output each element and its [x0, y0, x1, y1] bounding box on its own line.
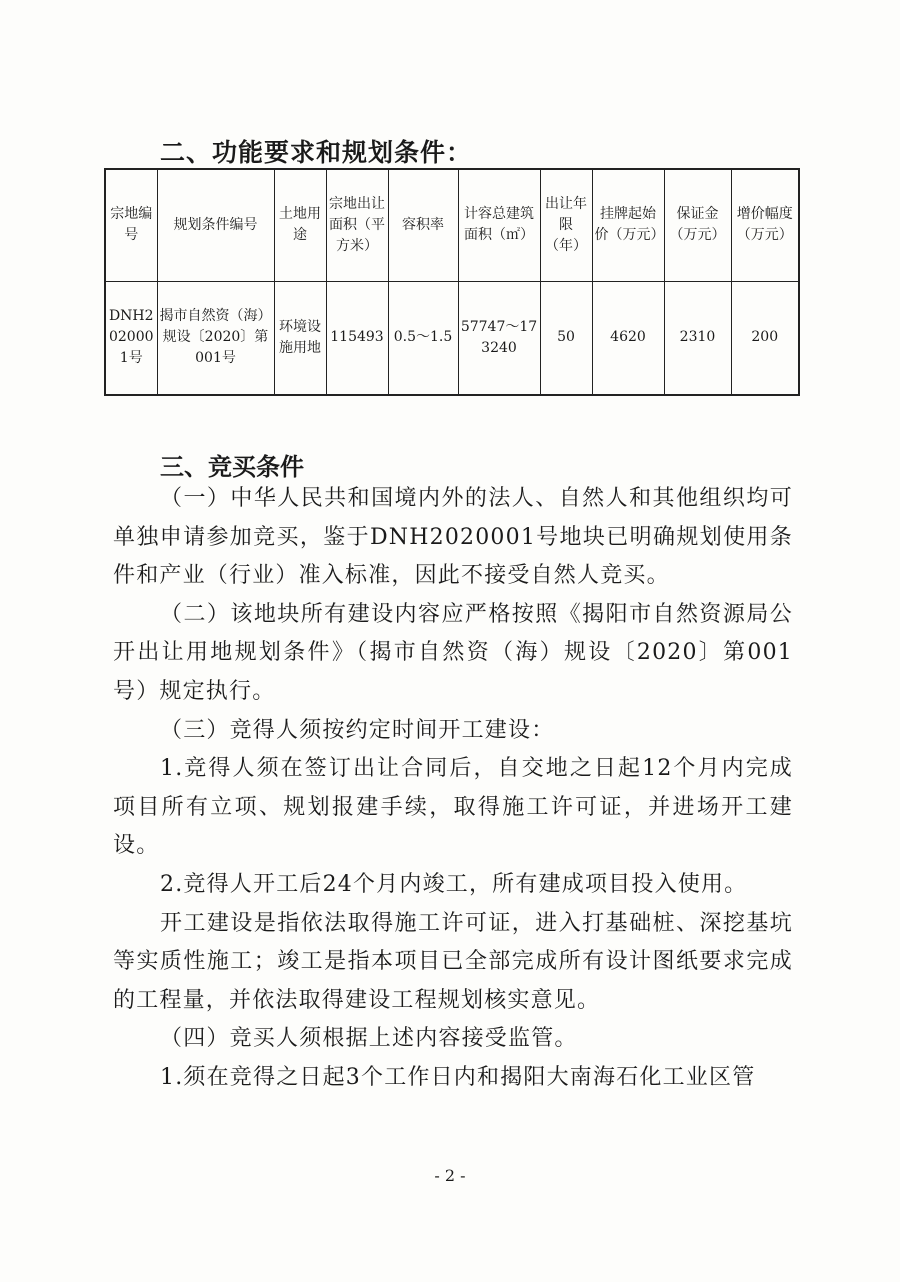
header-plot-ratio: 容积率	[388, 169, 458, 281]
paragraph: 开工建设是指依法取得施工许可证，进入打基础桩、深挖基坑等实质性施工；竣工是指本项目已全部完成所有设计图纸要求完成的工程量，并依法取得建设工程规划核实意见。	[113, 910, 793, 1013]
header-increment: 增价幅度（万元）	[731, 169, 799, 281]
header-floor-area: 计容总建筑面积（㎡）	[458, 169, 540, 281]
paragraph: （三）竞得人须按约定时间开工建设：	[160, 717, 555, 743]
paragraph: 2.竞得人开工后24个月内竣工，所有建成项目投入使用。	[160, 871, 748, 897]
section-2-heading: 二、功能要求和规划条件：	[160, 138, 473, 167]
cell-area: 115493	[326, 281, 388, 395]
header-area: 宗地出让面积（平方米）	[326, 169, 388, 281]
cell-parcel-id: DNH2020001号	[105, 281, 157, 395]
cell-deposit: 2310	[664, 281, 731, 395]
page-number: - 2 -	[434, 1166, 466, 1185]
paragraph: （二）该地块所有建设内容应严格按照《揭阳市自然资源局公开出让用地规划条件》（揭市自然资（海）规设〔2020〕第001号）规定执行。	[113, 601, 793, 704]
table-row	[105, 281, 799, 395]
cell-planning-code: 揭市自然资（海）规设〔2020〕第001号	[157, 281, 274, 395]
paragraph: （四）竞买人须根据上述内容接受监管。	[160, 1026, 578, 1052]
section-3-body	[113, 480, 793, 1098]
paragraph: 1.须在竞得之日起3个工作日内和揭阳大南海石化工业区管	[160, 1064, 756, 1090]
cell-floor-area: 57747～173240	[458, 281, 540, 395]
paragraph: 1.竞得人须在签订出让合同后，自交地之日起12个月内完成项目所有立项、规划报建手续，取得施工许可证，并进场开工建设。	[113, 756, 793, 859]
cell-plot-ratio: 0.5～1.5	[388, 281, 458, 395]
cell-start-price: 4620	[592, 281, 664, 395]
header-start-price: 挂牌起始价（万元）	[592, 169, 664, 281]
header-parcel-id: 宗地编号	[105, 169, 157, 281]
cell-increment: 200	[731, 281, 799, 395]
table-header-row	[105, 169, 799, 281]
header-land-use: 土地用途	[274, 169, 326, 281]
header-deposit: 保证金（万元）	[664, 169, 731, 281]
header-planning-code: 规划条件编号	[157, 169, 274, 281]
planning-conditions-table	[104, 168, 800, 396]
section-3-heading: 三、竞买条件	[160, 453, 304, 481]
header-term: 出让年限（年）	[540, 169, 592, 281]
cell-term: 50	[540, 281, 592, 395]
paragraph: （一）中华人民共和国境内外的法人、自然人和其他组织均可单独申请参加竞买，鉴于DNH2020001号地块已明确规划使用条件和产业（行业）准入标准，因此不接受自然人竞买。	[113, 486, 793, 589]
cell-land-use: 环境设施用地	[274, 281, 326, 395]
